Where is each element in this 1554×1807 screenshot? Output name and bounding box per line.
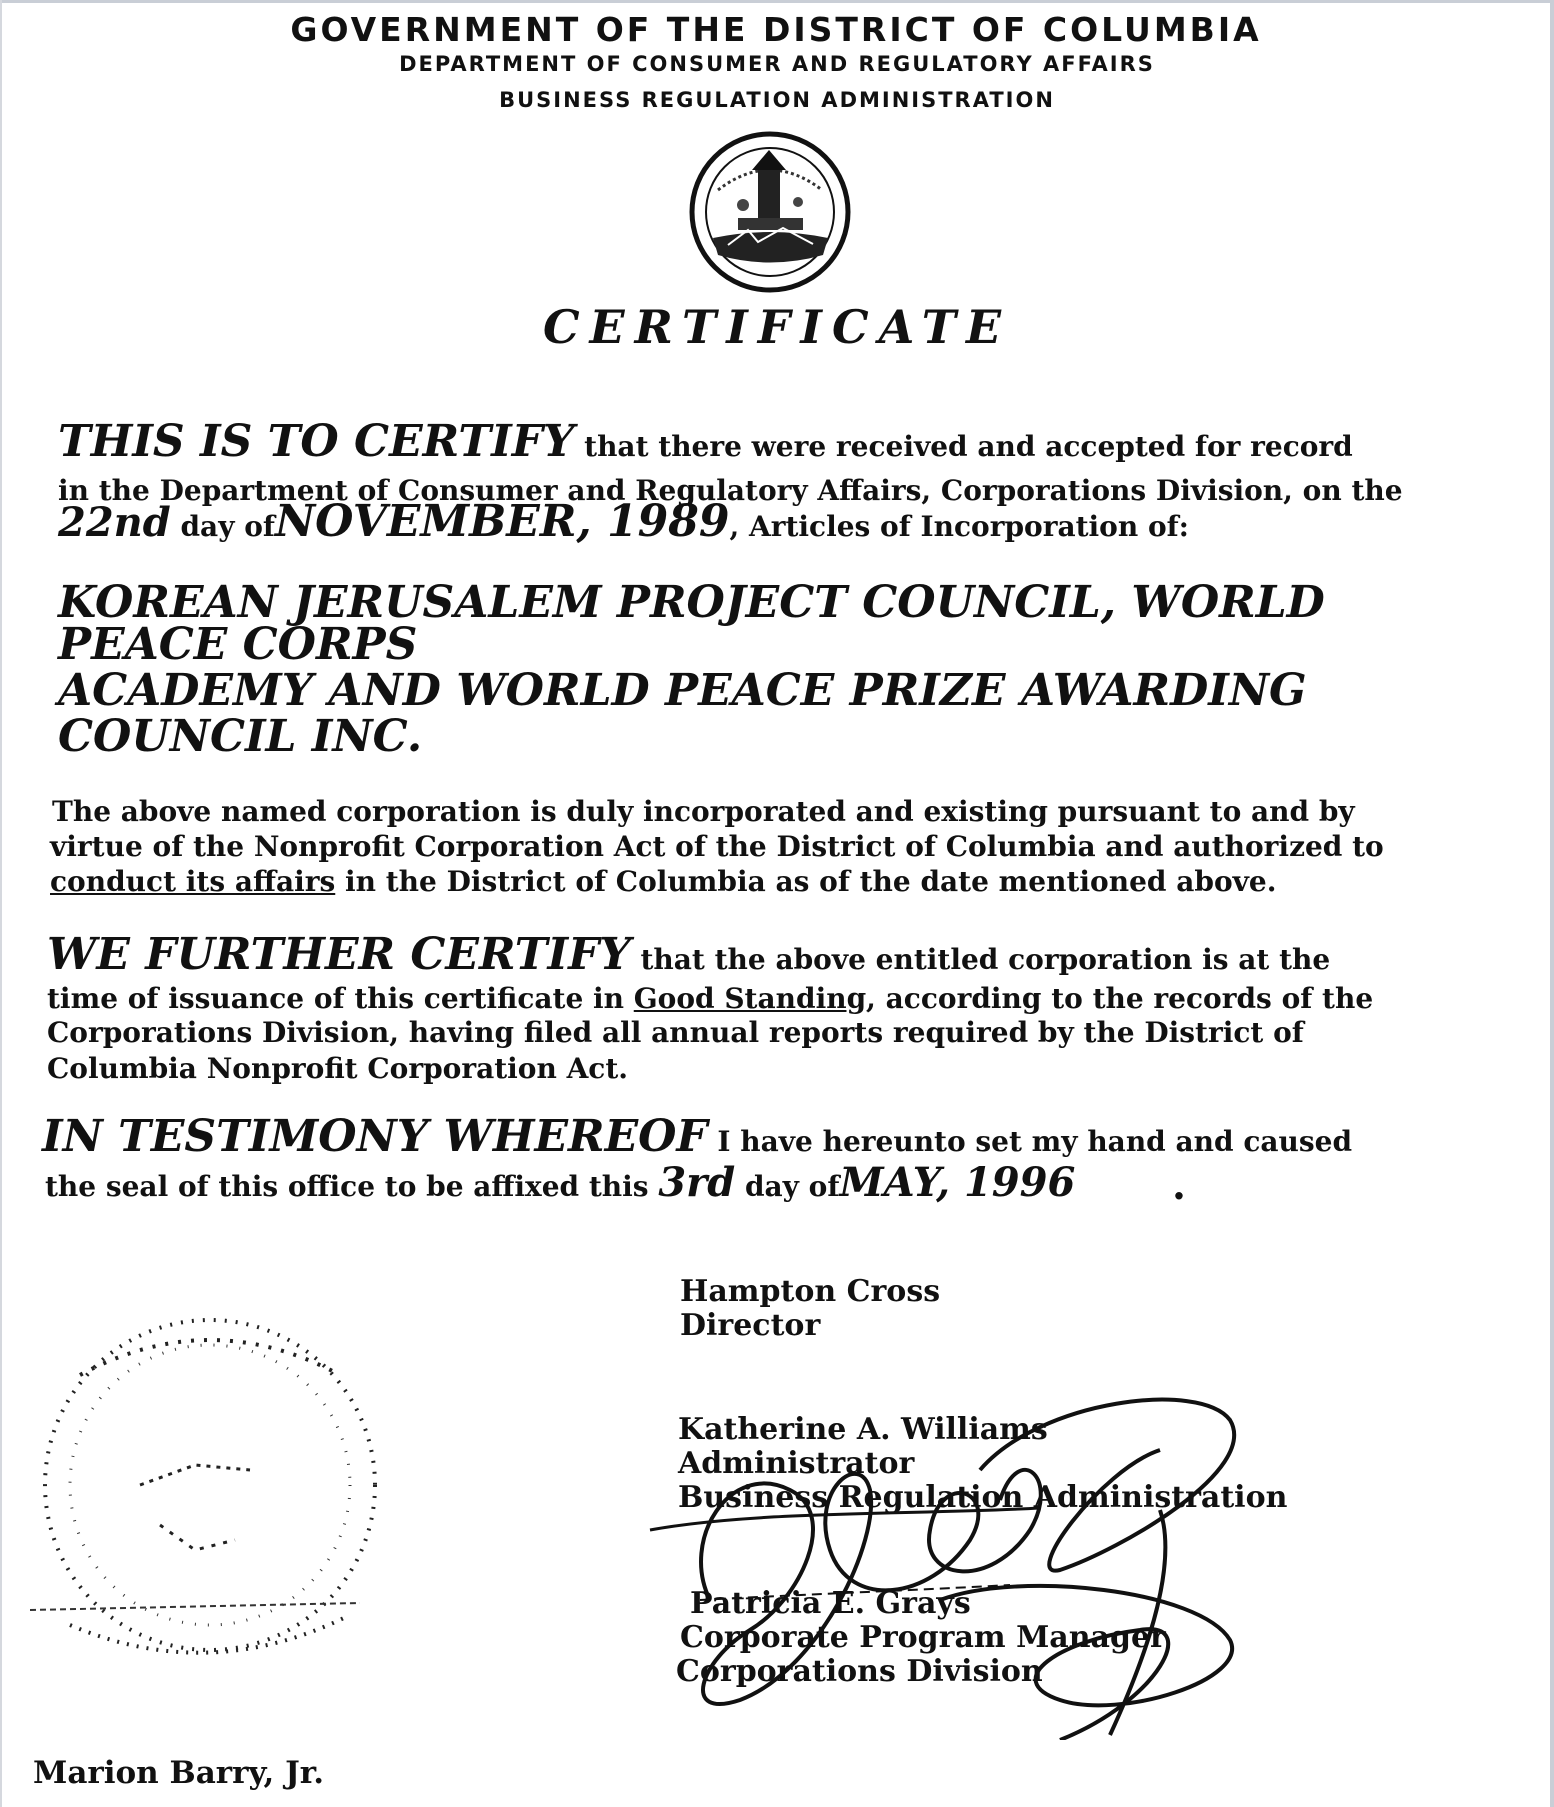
certify-line-1-text: that there were received and accepted for record xyxy=(584,430,1353,463)
administrator-org: Business Regulation Administration xyxy=(678,1480,1288,1515)
further-lead: WE FURTHER CERTIFY xyxy=(47,929,631,980)
further-line-2-pre: time of issuance of this certificate in xyxy=(47,982,634,1015)
manager-block xyxy=(676,1586,1166,1689)
incorporated-line-2: virtue of the Nonprofit Corporation Act of the District of Columbia and authorized to xyxy=(50,830,1384,863)
manager-org: Corporations Division xyxy=(676,1654,1043,1689)
testimony-day-of: day of xyxy=(744,1170,840,1203)
corporation-name-line-1: KOREAN JERUSALEM PROJECT COUNCIL, WORLD xyxy=(58,577,1325,628)
further-line-3: Corporations Division, having filed all annual reports required by the District of xyxy=(47,1016,1304,1049)
certify-line-3-text: , Articles of Incorporation of: xyxy=(729,510,1189,543)
further-line-2-post: , according to the records of the xyxy=(866,982,1374,1015)
administrator-title: Administrator xyxy=(678,1446,915,1481)
certificate-title: CERTIFICATE xyxy=(542,300,1012,354)
further-line-4: Columbia Nonprofit Corporation Act. xyxy=(47,1052,629,1085)
good-standing-text: Good Standing xyxy=(633,982,867,1015)
certify-lead: THIS IS TO CERTIFY xyxy=(58,416,575,467)
testimony-line-2-pre: the seal of this office to be affixed this xyxy=(45,1170,649,1203)
testimony-line-2 xyxy=(45,1159,1076,1206)
administrator-name: Katherine A. Williams xyxy=(678,1412,1048,1447)
director-name: Hampton Cross xyxy=(680,1274,941,1309)
incorporated-underlined-text: conduct its affairs xyxy=(50,865,336,898)
administrator-block xyxy=(678,1413,1287,1515)
corporation-name-line-4: COUNCIL INC. xyxy=(58,711,423,762)
testimony-month-year: MAY, 1996 xyxy=(839,1159,1076,1206)
director-title: Director xyxy=(680,1308,821,1343)
manager-name: Patricia E. Grays xyxy=(690,1586,971,1621)
corporation-name-line-3: ACADEMY AND WORLD PEACE PRIZE AWARDING xyxy=(58,665,1307,716)
testimony-line-1-text: I have hereunto set my hand and caused xyxy=(717,1125,1353,1158)
certify-line-3 xyxy=(58,496,1189,547)
testimony-lead: IN TESTIMONY WHEREOF xyxy=(42,1111,708,1162)
testimony-line-1 xyxy=(42,1111,1353,1162)
district-seal-icon xyxy=(688,130,853,295)
department-heading: DEPARTMENT OF CONSUMER AND REGULATORY AFFAIRS xyxy=(399,52,1155,76)
scan-border-right xyxy=(1550,0,1554,1807)
further-line-1-text: that the above entitled corporation is at the xyxy=(640,943,1331,976)
director-block xyxy=(680,1275,940,1343)
further-line-1 xyxy=(47,929,1331,980)
manager-title: Corporate Program Manager xyxy=(680,1620,1166,1655)
mayor-name: Marion Barry, Jr. xyxy=(33,1755,325,1791)
administration-heading: BUSINESS REGULATION ADMINISTRATION xyxy=(499,88,1055,112)
certify-day: 22nd xyxy=(58,499,171,546)
certify-day-of: day of xyxy=(180,510,275,543)
corporation-name xyxy=(58,577,1325,762)
further-line-2 xyxy=(47,982,1373,1016)
scan-border-left xyxy=(0,0,2,1807)
certify-line-2: in the Department of Consumer and Regulatory Affairs, Corporations Division, on the xyxy=(58,474,1403,507)
certify-month-year: NOVEMBER, 1989 xyxy=(274,496,730,547)
corporation-name-line-2: PEACE CORPS xyxy=(58,619,418,670)
incorporated-line-3-text: in the District of Columbia as of the date mentioned above. xyxy=(335,865,1277,898)
government-heading: GOVERNMENT OF THE DISTRICT OF COLUMBIA xyxy=(290,10,1262,49)
scan-border-top xyxy=(0,0,1554,3)
embossed-seal-stamp xyxy=(20,1285,400,1705)
incorporated-line-1: The above named corporation is duly incorporated and existing pursuant to and by xyxy=(52,795,1355,828)
certify-line-1 xyxy=(58,416,1353,467)
testimony-end-mark: . xyxy=(1172,1162,1186,1209)
testimony-day: 3rd xyxy=(658,1159,736,1206)
incorporated-line-3 xyxy=(50,865,1276,899)
